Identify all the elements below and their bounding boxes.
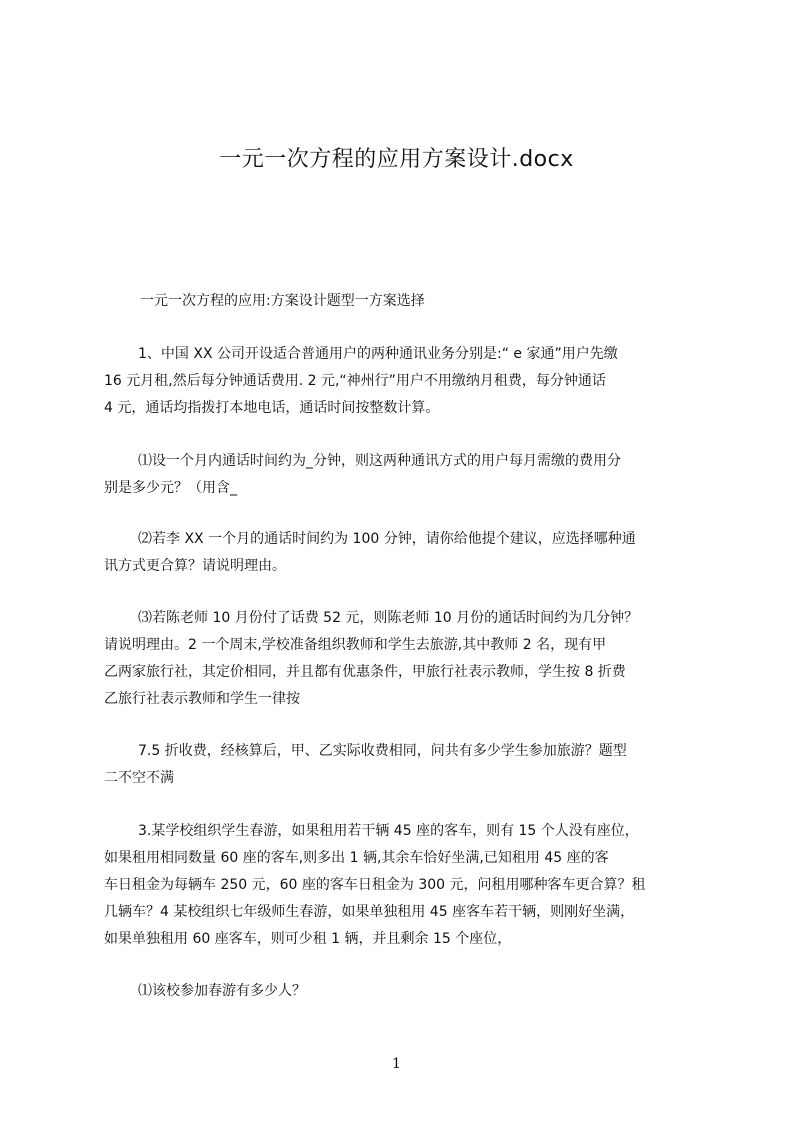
paragraph-line: 3.某学校组织学生春游，如果租用若干辆 45 座的客车，则有 15 个人没有座位， [138, 823, 639, 839]
paragraph-4 [104, 605, 700, 713]
paragraph-1 [104, 341, 700, 422]
paragraph-line: 乙两家旅行社，其定价相同，并且都有优惠条件，甲旅行社表示教师，学生按 8 折费 [104, 664, 626, 680]
section-heading: 一元一次方程的应用:方案设计题型一方案选择 [140, 293, 425, 309]
paragraph-line: 如果租用相同数量 60 座的客车,则多出 1 辆,其余车恰好坐满,已知租用 45 座的客 [104, 850, 609, 866]
document-title: 一元一次方程的应用方案设计.docx [219, 147, 574, 172]
paragraph-line: 1、中国 XX 公司开设适合普通用户的两种通讯业务分别是:“ e 家通”用户先缴 [138, 346, 618, 362]
paragraph-line: ⑶若陈老师 10 月份付了话费 52 元，则陈老师 10 月份的通话时间约为几分钟？ [138, 610, 639, 626]
paragraph-line: 4 元，通话均指拨打本地电话，通话时间按整数计算。 [104, 400, 440, 416]
paragraph-3 [104, 526, 700, 580]
paragraph-line: 请说明理由。2 一个周末,学校准备组织教师和学生去旅游,其中教师 2 名，现有甲 [104, 637, 607, 653]
paragraph-line: 车日租金为每辆车 250 元，60 座的客车日租金为 300 元，问租用哪种客车更合算？租 [104, 877, 646, 893]
paragraph-line: 7.5 折收费，经核算后，甲、乙实际收费相同，问共有多少学生参加旅游？题型 [138, 743, 627, 759]
paragraph-line: 讯方式更合算？请说明理由。 [104, 558, 286, 574]
page-number: 1 [392, 1056, 401, 1072]
paragraph-line: 16 元月租,然后每分钟通话费用. 2 元,“神州行”用户不用缴纳月租费，每分钟通话 [104, 373, 606, 389]
paragraph-2 [104, 448, 700, 502]
paragraph-7 [104, 978, 700, 1005]
paragraph-line: ⑵若李 XX 一个月的通话时间约为 100 分钟，请你给他提个建议，应选择哪种通 [138, 531, 636, 547]
paragraph-line: ⑴该校参加春游有多少人？ [138, 983, 306, 999]
paragraph-line: 如果单独租用 60 座客车，则可少租 1 辆，并且剩余 15 个座位， [104, 931, 512, 947]
paragraph-line: 几辆车？4 某校组织七年级师生春游，如果单独租用 45 座客车若干辆，则刚好坐满， [104, 904, 635, 920]
paragraph-line: 二不空不满 [104, 770, 174, 786]
paragraph-line: 别是多少元？（用含_ [104, 480, 237, 496]
paragraph-line: ⑴设一个月内通话时间约为_分钟，则这两种通讯方式的用户每月需缴的费用分 [138, 453, 621, 469]
paragraph-6 [104, 818, 700, 953]
paragraph-5 [104, 738, 700, 792]
paragraph-line: 乙旅行社表示教师和学生一律按 [104, 691, 300, 707]
